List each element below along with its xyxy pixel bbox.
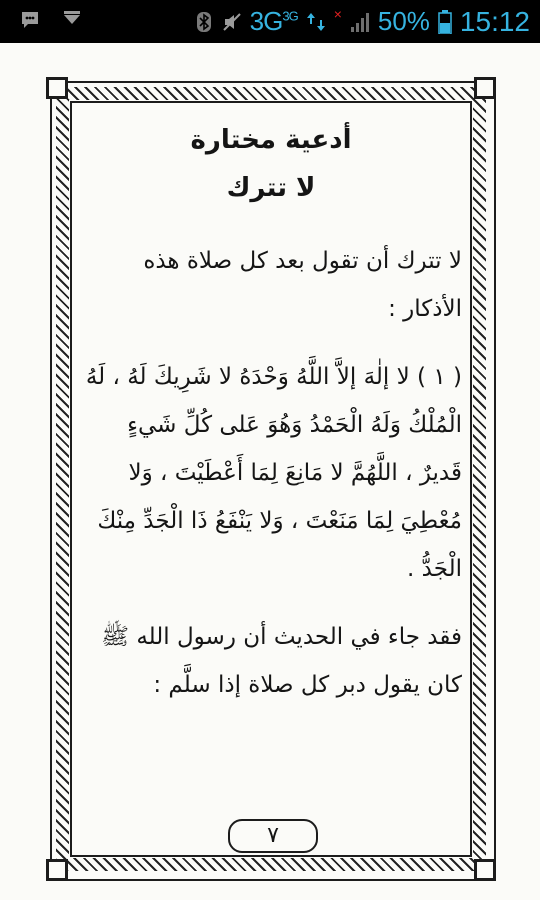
system-status: [194, 0, 530, 43]
frame-corner-top-left: [46, 77, 68, 99]
message-icon: [20, 9, 40, 31]
page-title: أدعية مختارة: [190, 125, 352, 155]
battery-icon: [438, 10, 452, 34]
page-content: [80, 121, 462, 821]
notification-icons: [20, 9, 82, 31]
clock: 15:12: [459, 5, 530, 37]
section-title: لا تترك: [226, 173, 316, 203]
frame-corner-top-right: [474, 77, 496, 99]
network-type: $3G^{3G}$: [249, 6, 298, 36]
page-number: ٧: [228, 819, 318, 853]
frame-corner-bottom-left: [46, 859, 68, 881]
status-bar: [0, 0, 540, 43]
battery-percent: 50%: [377, 6, 430, 36]
book-page[interactable]: [0, 43, 540, 900]
signal-icon: [350, 11, 370, 33]
mute-icon: [222, 11, 242, 33]
frame-corner-bottom-right: [474, 859, 496, 881]
hadith-paragraph: فقد جاء في الحديث أن رسول الله ﷺ كان يقول دبر كل صلاة إذا سلَّم :: [101, 624, 462, 698]
intro-paragraph: لا تترك أن تقول بعد كل صلاة هذه الأذكار :: [143, 248, 462, 322]
bluetooth-icon: [194, 11, 214, 33]
no-signal-mark: ×: [333, 5, 342, 22]
dhikr-paragraph: ( ١ ) لا إلٰهَ إلاَّ اللَّهُ وَحْدَهُ لا شَرِيكَ لَهُ ، لَهُ الْمُلْكُ وَلَهُ الْحَمْدُ وَهُوَ عَلى كُلِّ شَيءٍ قَديرٌ ، اللَّهُمَّ لا مَانِعَ لِمَا أَعْطَيْتَ ، وَلا مُعْطِيَ لِمَا مَنَعْتَ ، وَلا يَنْفَعُ ذَا الْجَدِّ مِنْكَ الْجَدُّ .: [85, 364, 462, 582]
download-icon: [62, 9, 82, 31]
data-arrows-icon: [306, 11, 326, 33]
